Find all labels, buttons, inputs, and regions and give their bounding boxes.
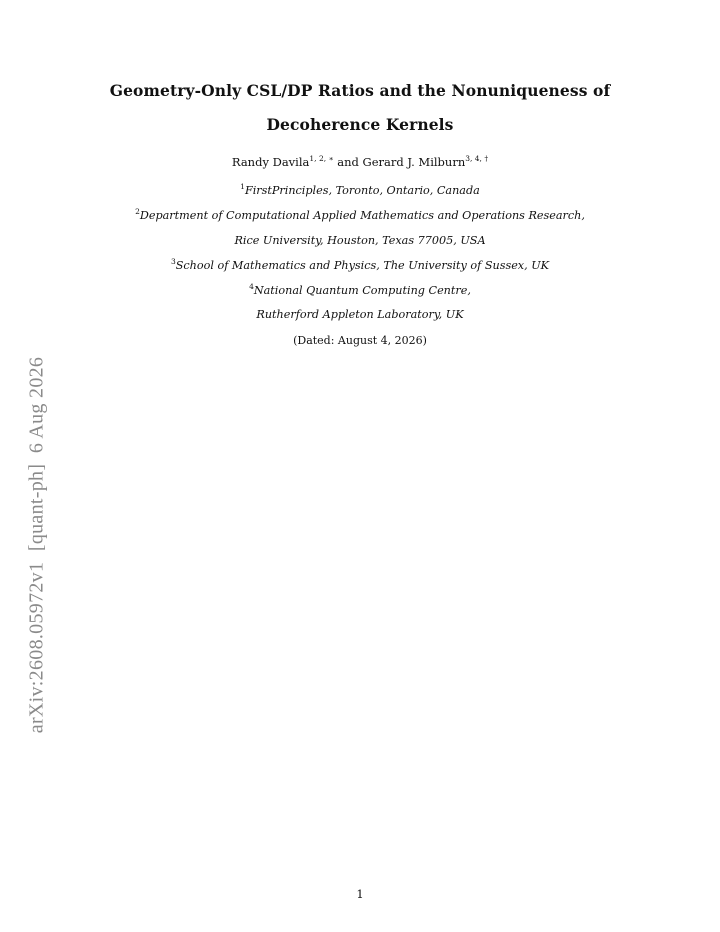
author-affiliation-marks: 1, 2, ∗ <box>309 154 334 163</box>
arxiv-stamp: arXiv:2608.05972v1 [quant-ph] 6 Aug 2026 <box>25 356 48 734</box>
affiliation-text: National Quantum Computing Centre, <box>253 284 471 297</box>
author-affiliation-marks: 3, 4, † <box>465 154 489 163</box>
affiliation-4-line-2: Rutherford Appleton Laboratory, UK <box>256 308 464 321</box>
affiliation-mark: 4 <box>249 282 254 291</box>
dated-line: (Dated: August 4, 2026) <box>293 334 427 347</box>
affiliation-2-line-1 <box>0 209 720 222</box>
affiliation-text: School of Mathematics and Physics, The University of Sussex, UK <box>175 259 550 272</box>
author-connector: and <box>333 155 363 169</box>
author-list <box>0 155 720 169</box>
affiliation-text: FirstPrinciples, Toronto, Ontario, Canada <box>244 184 480 197</box>
affiliation-text: Department of Computational Applied Mathematics and Operations Research, <box>139 209 585 222</box>
affiliation-2-line-2: Rice University, Houston, Texas 77005, USA <box>234 234 486 247</box>
affiliation-mark: 2 <box>135 207 140 216</box>
author-name: Randy Davila <box>231 155 310 169</box>
paper-title-line-1: Geometry-Only CSL/DP Ratios and the Nonuniqueness of <box>109 81 611 100</box>
page-number: 1 <box>356 887 364 901</box>
author-name: Gerard J. Milburn <box>362 155 466 169</box>
affiliation-mark: 3 <box>170 257 176 266</box>
affiliation-4-line-1 <box>0 284 720 297</box>
paper-title-line-2: Decoherence Kernels <box>266 115 454 134</box>
affiliation-mark: 1 <box>240 182 245 191</box>
affiliation-1 <box>0 184 720 197</box>
affiliation-3 <box>0 259 720 272</box>
